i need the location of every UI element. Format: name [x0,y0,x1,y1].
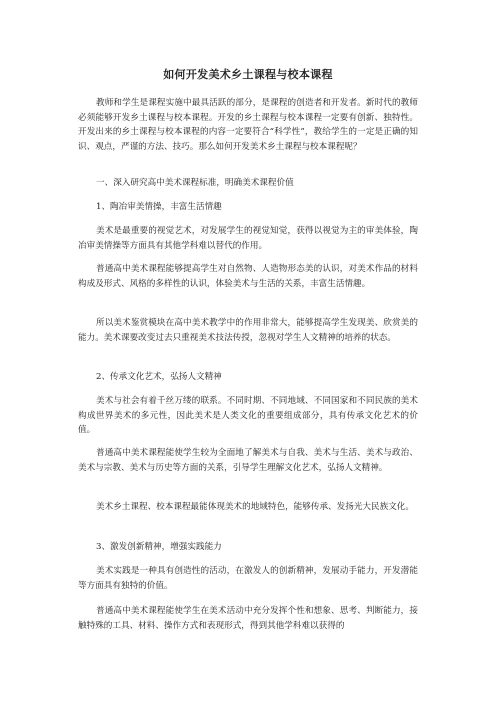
paragraph: 美术是最重要的视觉艺术，对发展学生的视觉知觉，获得以视觉为主的审美体验，陶冶审美情操等方面具有其他学科难以替代的作用。 [78,226,418,251]
subheading-1: 1、陶冶审美情操，丰富生活情趣 [96,202,222,212]
paragraph: 所以美术鉴赏模块在高中美术教学中的作用非常大，能够提高学生发现美、欣赏美的能力。美术课要改变过去只重视美术技法传授，忽视对学生人文精神的培养的状态。 [78,318,418,343]
subheading-2: 2、传承文化艺术，弘扬人文精神 [96,372,222,382]
paragraph: 普通高中美术课程能使学生较为全面地了解美术与自我、美术与生活、美术与政治、美术与宗教、美术与历史等方面的关系，引导学生理解文化艺术，弘扬人文精神。 [78,448,418,473]
paragraph: 普通高中美术课程能够提高学生对自然物、人造物形态美的认识，对美术作品的材料构成及形式、风格的多样性的认识，体验美术与生活的关系，丰富生活情趣。 [78,264,418,289]
paragraph-intro: 教师和学生是课程实施中最具活跃的部分，是课程的创造者和开发者。新时代的教师必须能够开发乡土课程与校本课程。开发的乡土课程与校本课程一定要有创新、独特性。开发出来的乡土课程与校本课程的内容一定要符合“科学性”，教给学生的一定是正确的知识、观点，严谨的方法、技巧。那么如何开发美术乡土课程与校本课程呢？ [78,98,418,152]
section-heading-1: 一、深入研究高中美术课程标准，明确美术课程价值 [96,178,294,188]
paragraph: 美术乡土课程、校本课程最能体现美术的地域特色，能够传承、发扬光大民族文化。 [96,502,414,512]
subheading-3: 3、激发创新精神，增强实践能力 [96,542,222,552]
document-title: 如何开发美术乡土课程与校本课程 [163,68,333,81]
paragraph: 美术实践是一种具有创造性的活动，在激发人的创新精神，发展动手能力，开发潜能等方面具有独特的价值。 [78,566,418,591]
paragraph: 普通高中美术课程能使学生在美术活动中充分发挥个性和想象、思考、判断能力，接触特殊的工具、材料、操作方式和表现形式，得到其他学科难以获得的 [78,606,418,631]
paragraph: 美术与社会有着千丝万缕的联系。不同时期、不同地域、不同国家和不同民族的美术构成世界美术的多元性，因此美术是人类文化的重要组成部分，具有传承文化艺术的价值。 [78,396,418,435]
